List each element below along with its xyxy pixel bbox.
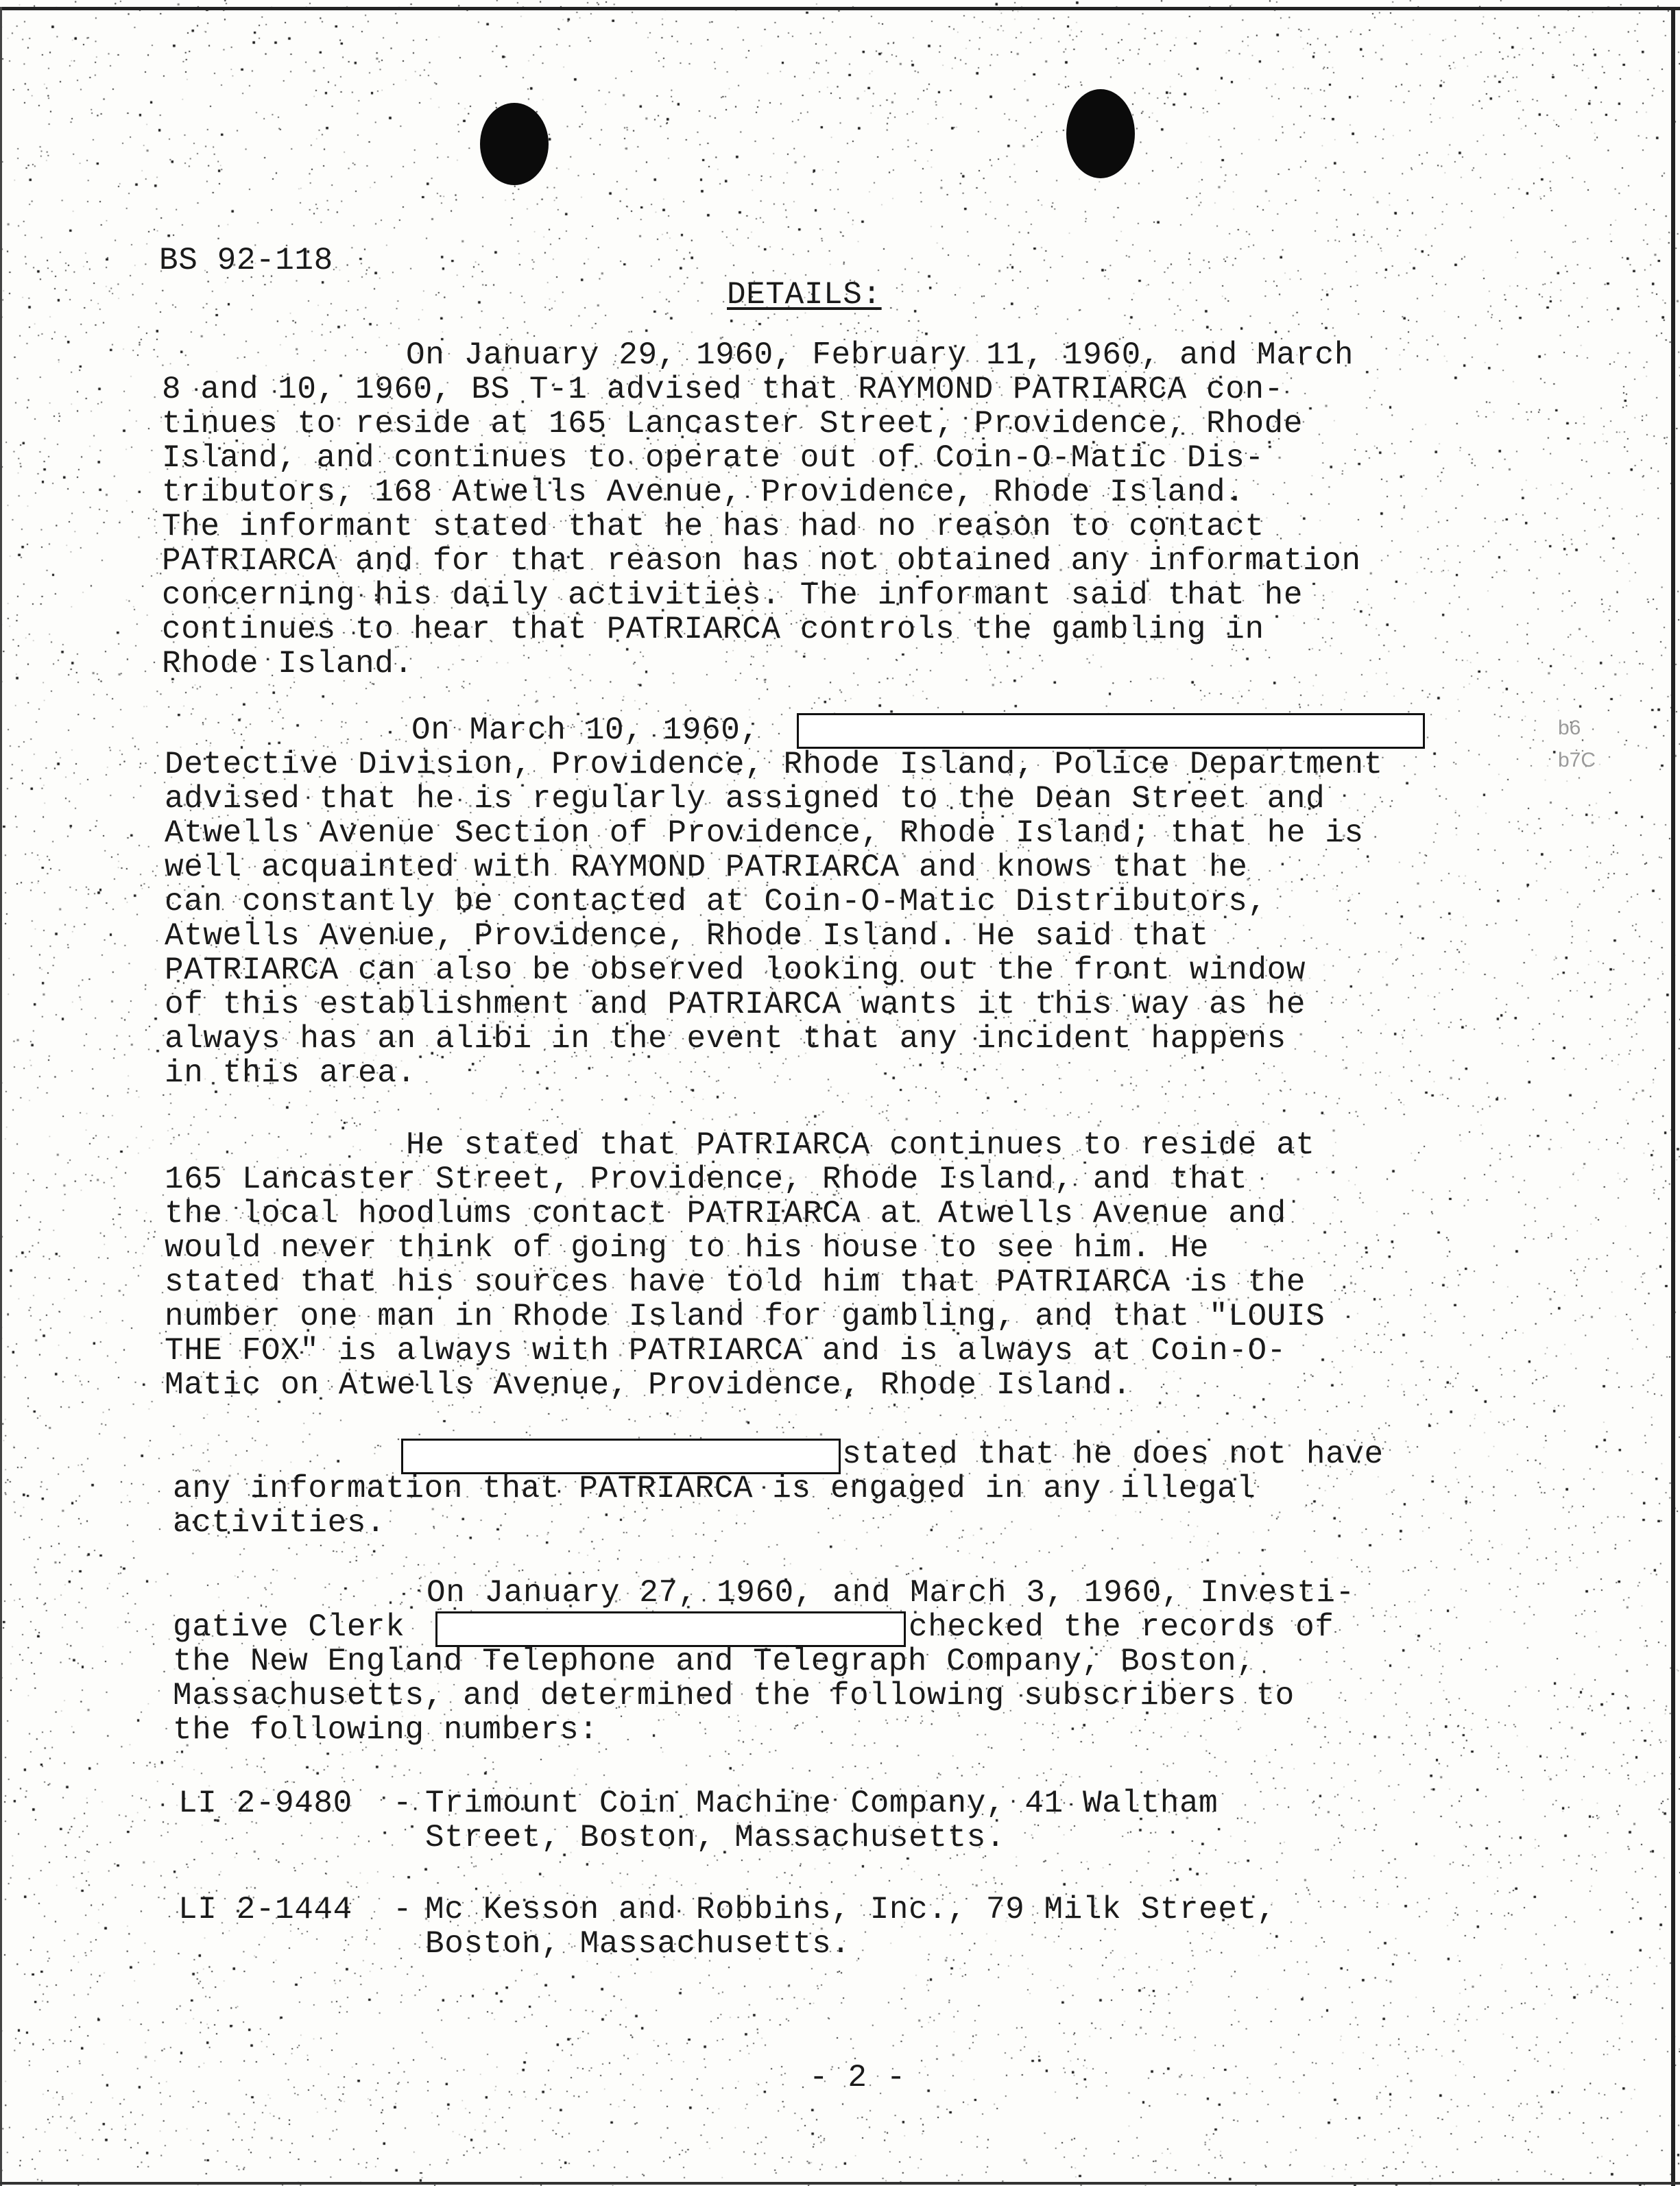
scan-border-left <box>0 7 2 2186</box>
text-line: the New England Telephone and Telegraph Company, Boston, <box>173 1644 1256 1679</box>
section-title: DETAILS: <box>727 277 882 313</box>
text-line: tinues to reside at 165 Lancaster Street, Providence, Rhode <box>162 406 1304 442</box>
text-line: gative Clerk <box>173 1609 405 1645</box>
subscriber-line: Street, Boston, Massachusetts. <box>425 1820 1006 1855</box>
text-line: in this area. <box>165 1055 416 1091</box>
text-line: Atwells Avenue Section of Providence, Rhode Island; that he is <box>165 815 1364 851</box>
subscriber-line: Trimount Coin Machine Company, 41 Waltham <box>425 1786 1219 1821</box>
text-line: stated that he does not have <box>842 1437 1384 1472</box>
text-line: 165 Lancaster Street, Providence, Rhode Island, and that <box>165 1162 1248 1197</box>
scan-border-top <box>0 7 1680 10</box>
scan-border-right <box>1671 7 1675 2186</box>
text-line: Island, and continues to operate out of Coin-O-Matic Dis- <box>162 440 1264 476</box>
redaction-box-detective-name <box>797 713 1425 749</box>
text-line: any information that PATRIARCA is engaged in any illegal <box>173 1471 1256 1506</box>
text-line: Massachusetts, and determined the following subscribers to <box>173 1678 1295 1714</box>
text-line: Atwells Avenue, Providence, Rhode Island. He said that <box>165 918 1210 954</box>
text-line: always has an alibi in the event that any incident happens <box>165 1021 1286 1057</box>
text-line: On January 27, 1960, and March 3, 1960, Investi- <box>427 1575 1355 1611</box>
text-line: PATRIARCA and for that reason has not obtained any information <box>162 543 1361 579</box>
punch-hole-left <box>480 103 549 185</box>
text-line: the following numbers: <box>173 1712 599 1748</box>
redaction-box-source-name <box>401 1439 841 1474</box>
text-line: of this establishment and PATRIARCA wants it this way as he <box>165 987 1306 1022</box>
text-line: Rhode Island. <box>162 646 413 682</box>
text-line: 8 and 10, 1960, BS T-1 advised that RAYMOND PATRIARCA con- <box>162 372 1284 407</box>
exemption-code-b7c: b7C <box>1558 749 1596 771</box>
scan-border-bottom <box>0 2182 1680 2185</box>
text-line: well acquainted with RAYMOND PATRIARCA and knows that he <box>165 850 1248 885</box>
redaction-box-clerk-name <box>435 1611 906 1647</box>
text-line: the local hoodlums contact PATRIARCA at Atwells Avenue and <box>165 1196 1286 1232</box>
listing-separator: - <box>393 1892 413 1927</box>
text-line: number one man in Rhode Island for gambling, and that "LOUIS <box>165 1299 1325 1334</box>
text-line: Matic on Atwells Avenue, Providence, Rhode Island. <box>165 1367 1132 1403</box>
text-line: continues to hear that PATRIARCA controls the gambling in <box>162 612 1264 647</box>
text-line: concerning his daily activities. The informant said that he <box>162 577 1304 613</box>
text-line: The informant stated that he has had no reason to contact <box>162 509 1264 544</box>
text-line: PATRIARCA can also be observed looking out the front window <box>165 952 1306 988</box>
text-line: can constantly be contacted at Coin-O-Matic Distributors, <box>165 884 1267 920</box>
text-line: would never think of going to his house to see him. He <box>165 1230 1210 1266</box>
text-line: tributors, 168 Atwells Avenue, Providence, Rhode Island. <box>162 475 1245 510</box>
text-line: Detective Division, Providence, Rhode Island, Police Department <box>165 747 1383 782</box>
exemption-code-b6: b6 <box>1558 717 1581 739</box>
file-number: BS 92-118 <box>159 243 333 278</box>
page-number: - 2 - <box>809 2060 907 2095</box>
text-line: On March 10, 1960, <box>411 712 760 748</box>
phone-number: LI 2-9480 <box>178 1786 352 1821</box>
listing-separator: - <box>393 1786 413 1821</box>
text-line: stated that his sources have told him that PATRIARCA is the <box>165 1264 1306 1300</box>
subscriber-line: Mc Kesson and Robbins, Inc., 79 Milk Street, <box>425 1892 1276 1927</box>
text-line: activities. <box>173 1505 386 1541</box>
text-line: checked the records of <box>909 1609 1334 1645</box>
text-line: THE FOX" is always with PATRIARCA and is always at Coin-O- <box>165 1333 1286 1369</box>
text-line: He stated that PATRIARCA continues to reside at <box>406 1127 1315 1163</box>
text-line: advised that he is regularly assigned to the Dean Street and <box>165 781 1325 817</box>
text-line: On January 29, 1960, February 11, 1960, and March <box>406 337 1354 373</box>
subscriber-line: Boston, Massachusetts. <box>425 1926 851 1962</box>
punch-hole-right <box>1066 89 1135 178</box>
phone-number: LI 2-1444 <box>178 1892 352 1927</box>
